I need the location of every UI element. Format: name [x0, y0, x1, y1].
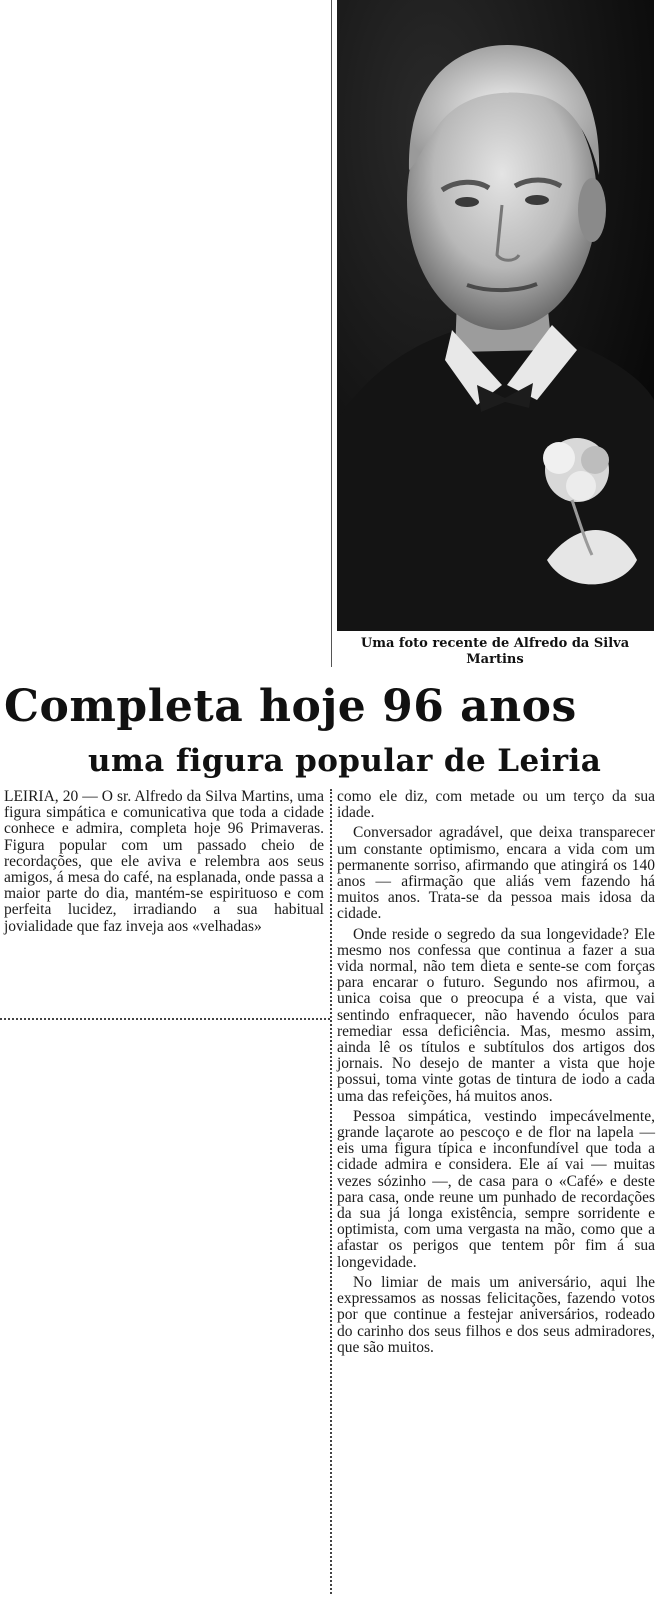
article-paragraph: Pessoa simpática, vestindo impecávelmente, grande laçarote ao pescoço e de flor na lapela — eis uma figura típica e inconfundível que toda a cidade admira e considera. Ele aí vai — muitas vezes sózinho —, de casa para o «Café» e deste para casa, onde reune um punhado de recordações da sua já longa existência, sempre sorridente e optimista, com uma vergasta na mão, como que a afastar os perigos que tentem pôr fim á sua longevidade.	[337, 1107, 655, 1271]
column-rule-top	[331, 0, 332, 667]
article-paragraph: como ele diz, com metade ou um terço da sua idade.	[337, 788, 655, 822]
headline: Completa hoje 96 anos	[4, 681, 577, 732]
portrait-photo	[337, 0, 654, 631]
photo-caption: Uma foto recente de Alfredo da Silva Martins	[360, 636, 630, 667]
subheadline: uma figura popular de Leiria	[88, 743, 602, 779]
article-paragraph: No limiar de mais um aniversário, aqui lhe expressamos as nossas felicitações, fazendo votos por que continue a festejar aniversários, rodeado do carinho dos seus filhos e dos seus admiradores, que são muitos.	[337, 1273, 655, 1356]
article-paragraph: Conversador agradável, que deixa transparecer um constante optimismo, encara a vida com um permanente sorriso, afirmando que atingirá os 140 anos — afirmação que aliás vem fazendo há muitos anos. Trata-se da pessoa mais idosa da cidade.	[337, 824, 655, 923]
portrait-illustration	[337, 0, 654, 631]
column-divider	[330, 789, 332, 1594]
article-left-column	[4, 789, 324, 935]
article-paragraph: LEIRIA, 20 — O sr. Alfredo da Silva Martins, uma figura simpática e comunicativa que toda a cidade conhece e admira, completa hoje 96 Primaveras. Figura popular com um passado cheio de recordações, que ele aviva e relembra aos seus amigos, á mesa do café, na esplanada, onde passa a maior parte do dia, mantém-se espirituoso e com perfeita lucidez, irradiando a sua habitual jovialidade que faz inveja aos «velhadas»	[4, 788, 324, 935]
article-right-column	[337, 789, 655, 1356]
left-column-end-rule	[0, 1018, 330, 1020]
article-paragraph: Onde reside o segredo da sua longevidade? Ele mesmo nos confessa que continua a fazer a sua vida normal, não tem dieta e sente-se com forças para encarar o futuro. Segundo nos afirmou, a unica coisa que o preocupa é a vista, que vai sentindo enfraquecer, não havendo óculos para remediar essa deficiência. Mas, mesmo assim, ainda lê os títulos e subtítulos dos artigos dos jornais. No desejo de manter a vista que hoje possui, toma vinte gotas de tintura de iodo a cada uma das refeições, há muitos anos.	[337, 925, 655, 1105]
